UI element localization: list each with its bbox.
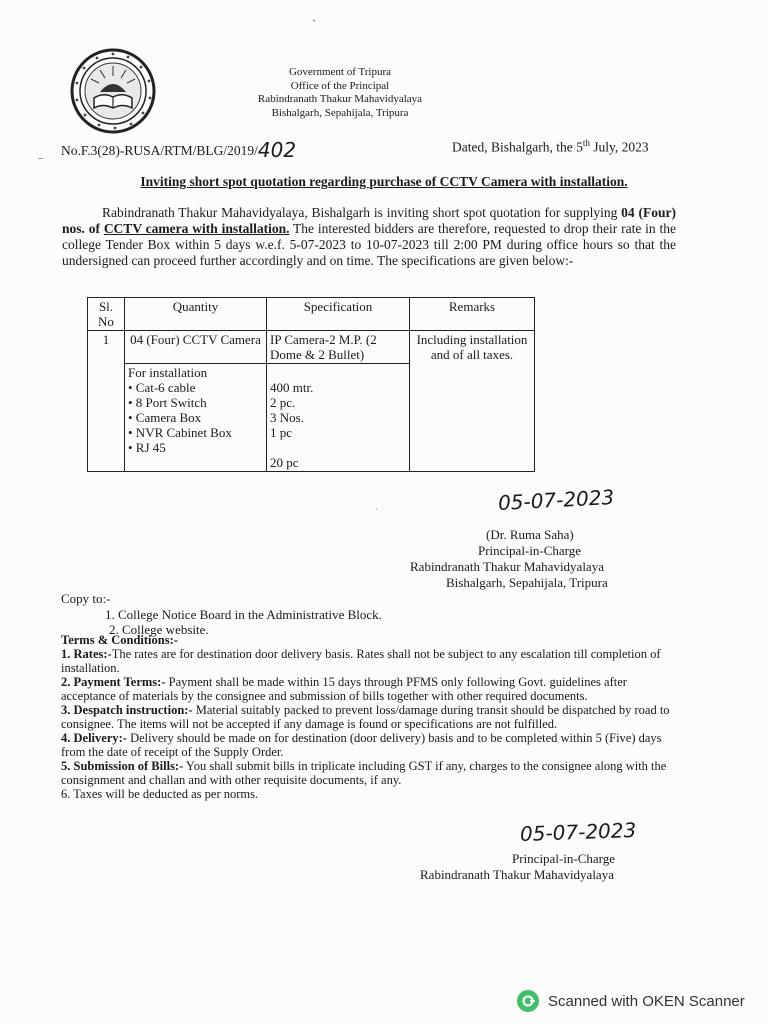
- notice-subject: Inviting short spot quotation regarding purchase of CCTV Camera with installation.: [140, 174, 628, 189]
- body-bold-item: CCTV camera with installation.: [103, 221, 290, 236]
- installation-title: For installation: [128, 365, 208, 380]
- header-college: Rabindranath Thakur Mahavidyalaya: [257, 93, 423, 105]
- installation-spec: 1 pc: [270, 425, 293, 440]
- term-text: Payment shall be made within 15 days through PFMS only following Govt. guidelines after acceptance of materials by the consignee and submission of bills together with other required documents.: [61, 675, 627, 703]
- cell-installation-specs: [267, 364, 410, 472]
- term-title: 2. Payment Terms:-: [61, 675, 166, 689]
- college-logo: [70, 48, 156, 134]
- installation-spec: 20 pc: [270, 455, 299, 470]
- handwritten-signature: 05-07-2023: [519, 817, 637, 847]
- term-text: You shall submit bills in triplicate including GST if any, charges to the consignee along with the consignment and challan and with other requisite documents, if any.: [61, 759, 667, 787]
- term-title: 1. Rates:-: [61, 647, 112, 661]
- term-title: 4. Delivery:-: [61, 731, 127, 745]
- terms-heading: Terms & Conditions:-: [61, 633, 178, 647]
- scanner-watermark: [517, 990, 745, 1012]
- reference-number-text: No.F.3(28)-RUSA/RTM/BLG/2019/: [61, 143, 258, 158]
- header-remarks: Remarks: [410, 298, 535, 331]
- signatory-name: (Dr. Ruma Saha): [486, 527, 574, 542]
- signatory-block: [410, 527, 710, 591]
- handwritten-reference-number: 402: [257, 138, 297, 162]
- installation-item: • Cat-6 cable: [128, 380, 196, 395]
- copy-to-section: [61, 591, 701, 638]
- term-text: The rates are for destination door delivery basis. Rates shall not be subject to any escalation till completion of installation.: [61, 647, 661, 675]
- specification-table: [87, 297, 535, 472]
- header-government: Government of Tripura: [288, 66, 392, 78]
- copy-to-label: Copy to:-: [61, 591, 111, 606]
- cell-sl: 1: [88, 331, 125, 472]
- signatory-title: Principal-in-Charge: [478, 543, 582, 558]
- term-item: [61, 759, 677, 787]
- terms-section: [61, 633, 677, 801]
- table-header-row: [88, 298, 535, 331]
- date-month-year: July, 2023: [589, 139, 649, 155]
- body-part1: Rabindranath Thakur Mahavidyalaya, Bishalgarh is inviting short spot quotation for supplying: [102, 205, 622, 220]
- term-text: Material suitably packed to prevent loss/damage during transit should be dispatched by road to consignee. The items will not be accepted if any damage is found or specifications are not fulfilled.: [61, 703, 670, 731]
- notice-body: [62, 205, 676, 269]
- copy-to-item: 2. College website.: [109, 622, 209, 637]
- term-item: [61, 731, 677, 759]
- cell-installation-items: [125, 364, 267, 472]
- installation-item: • NVR Cabinet Box: [128, 425, 232, 440]
- installation-item: • Camera Box: [128, 410, 202, 425]
- oken-scanner-icon: [517, 990, 539, 1012]
- header-office: Office of the Principal: [290, 79, 390, 92]
- letterhead: [220, 66, 460, 120]
- cell-remarks: Including installation and of all taxes.: [410, 331, 535, 472]
- date-prefix: Dated, Bishalgarh, the 5: [452, 139, 583, 155]
- margin-dash: –: [38, 152, 44, 164]
- cell-specification: IP Camera-2 M.P. (2 Dome & 2 Bullet): [267, 331, 410, 364]
- table-row: [88, 331, 535, 364]
- term-item: [61, 675, 677, 703]
- term-item: [61, 647, 677, 675]
- signatory-title: Principal-in-Charge: [512, 851, 616, 866]
- handwritten-signature: 05-07-2023: [497, 484, 615, 516]
- installation-spec: 2 pc.: [270, 395, 296, 410]
- header-address: Bishalgarh, Sepahijala, Tripura: [271, 106, 409, 119]
- copy-to-item: 1. College Notice Board in the Administrative Block.: [105, 606, 382, 622]
- term-item: [61, 787, 677, 801]
- header-specification: Specification: [267, 298, 410, 331]
- installation-spec: 3 Nos.: [270, 410, 304, 425]
- header-sl-no: Sl. No: [88, 298, 125, 331]
- dot-mark: ·: [375, 505, 378, 514]
- cell-quantity: 04 (Four) CCTV Camera: [125, 331, 267, 364]
- reference-number: [61, 136, 296, 160]
- term-text: 6. Taxes will be deducted as per norms.: [61, 787, 259, 801]
- body-part2: The interested bidders are therefore, requested to drop their rate in the college Tender Box within 5 days w.e.f. 5-07-2023 to 10-07-2023 till 2:00 PM during office hours so that the undersigned can proceed further accordingly and on time. The specifications are given below:-: [62, 221, 676, 268]
- signatory-block: [420, 851, 720, 883]
- signatory-institution: Rabindranath Thakur Mahavidyalaya: [410, 559, 604, 574]
- term-item: [61, 703, 677, 731]
- installation-item: • 8 Port Switch: [128, 395, 207, 410]
- term-text: Delivery should be made on for destination (door delivery) basis and to be completed within 5 (Five) days from the date of receipt of the Supply Order.: [61, 731, 662, 759]
- stray-mark: ˏ: [312, 8, 316, 22]
- header-quantity: Quantity: [125, 298, 267, 331]
- scanner-label: Scanned with OKEN Scanner: [548, 992, 745, 1010]
- installation-item: • RJ 45: [128, 440, 166, 455]
- date-suffix-sup: th: [582, 138, 590, 148]
- signatory-address: Bishalgarh, Sepahijala, Tripura: [446, 575, 608, 590]
- installation-spec: 400 mtr.: [270, 380, 314, 395]
- signatory-institution: Rabindranath Thakur Mahavidyalaya: [420, 867, 614, 882]
- letter-date: [452, 138, 649, 156]
- body-bold-quantity: 04 (Four) nos. of: [62, 205, 676, 236]
- term-title: 3. Despatch instruction:-: [61, 703, 193, 717]
- term-title: 5. Submission of Bills:-: [61, 759, 184, 773]
